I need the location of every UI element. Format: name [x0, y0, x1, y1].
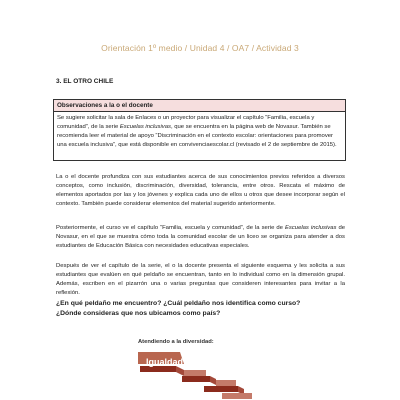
diversity-stairs-figure: [138, 346, 258, 400]
page-header-title: Orientación 1º medio / Unidad 4 / OA7 / Actividad 3: [101, 43, 299, 53]
reflection-questions: [56, 299, 346, 318]
paragraph-3: Después de ver el capítulo de la serie, el o la docente presenta el siguiente esquema y les solicita a sus estudiantes que evalúen en qué peldaño se encuentran, tanto en lo individual como en la dimensión grupal. Además, escriben en el pizarrón una o varias preguntas que consideren interesantes para invitar a la reflexión.: [56, 263, 345, 296]
figure-caption: Atendiendo a la diversidad:: [138, 339, 214, 345]
stair-step-5: [204, 386, 238, 392]
paragraph-2-pre: Posteriormente, el curso ve el capítulo “Familia, escuela y comunidad”, de la serie de: [56, 225, 285, 231]
observations-series-name: Escuelas inclusivas: [119, 123, 171, 130]
teacher-observations-box: [53, 99, 346, 161]
stair-step-3-side: [210, 376, 216, 385]
paragraph-2-series-name: Escuelas inclusivas: [284, 225, 337, 231]
paragraph-1: La o el docente profundiza con sus estudiantes acerca de sus conocimientos previos referidos a diversos conceptos, como inclusión, discriminación, diversidad, tolerancia, entre otros. Rescata el máximo de elementos aportados por las y los jóvenes y explica cada uno de ellos u otros que desee incorporar según el contexto. También puede considerar elementos del material sugerido anteriormente.: [56, 174, 345, 207]
stair-step-3: [182, 376, 210, 382]
paragraph-2-post: de Novasur, en el que se muestra cómo toda la comunidad escolar de un liceo se organiza para atender a dos estudiantes de Educación Básica con necesidades educativas especiales.: [56, 225, 346, 249]
observations-text-post: , que se encuentra en la página web de Novasur. También se recomienda leer el material de apoyo “Discriminación en el contexto escolar: orientaciones para promover una escuela inclusiva”, que está disponible en convivenciaescolar.cl (revisado el 2 de septiembre de 2015).: [57, 123, 337, 148]
observations-heading: Observaciones a la o el docente: [54, 100, 345, 112]
question-1: ¿En qué peldaño me encuentro? ¿Cuál peldaño nos identifica como curso?: [56, 300, 301, 307]
stair-label-igualdad: Igualdad: [146, 357, 184, 367]
observations-text: [54, 112, 345, 150]
stair-step-6: [222, 393, 252, 399]
stair-step-2: [184, 370, 206, 376]
stair-step-top-side: [176, 366, 184, 376]
section-title: 3. EL OTRO CHILE: [56, 78, 114, 85]
paragraph-2: [56, 224, 345, 251]
question-2: ¿Dónde consideras que nos ubicamos como país?: [56, 309, 221, 317]
stair-step-4: [216, 380, 236, 386]
observations-text-pre: Se sugiere solicitar la sala de Enlaces o un proyector para visualizar el capítulo “Familia, escuela y comunidad”, de la serie: [57, 115, 315, 130]
